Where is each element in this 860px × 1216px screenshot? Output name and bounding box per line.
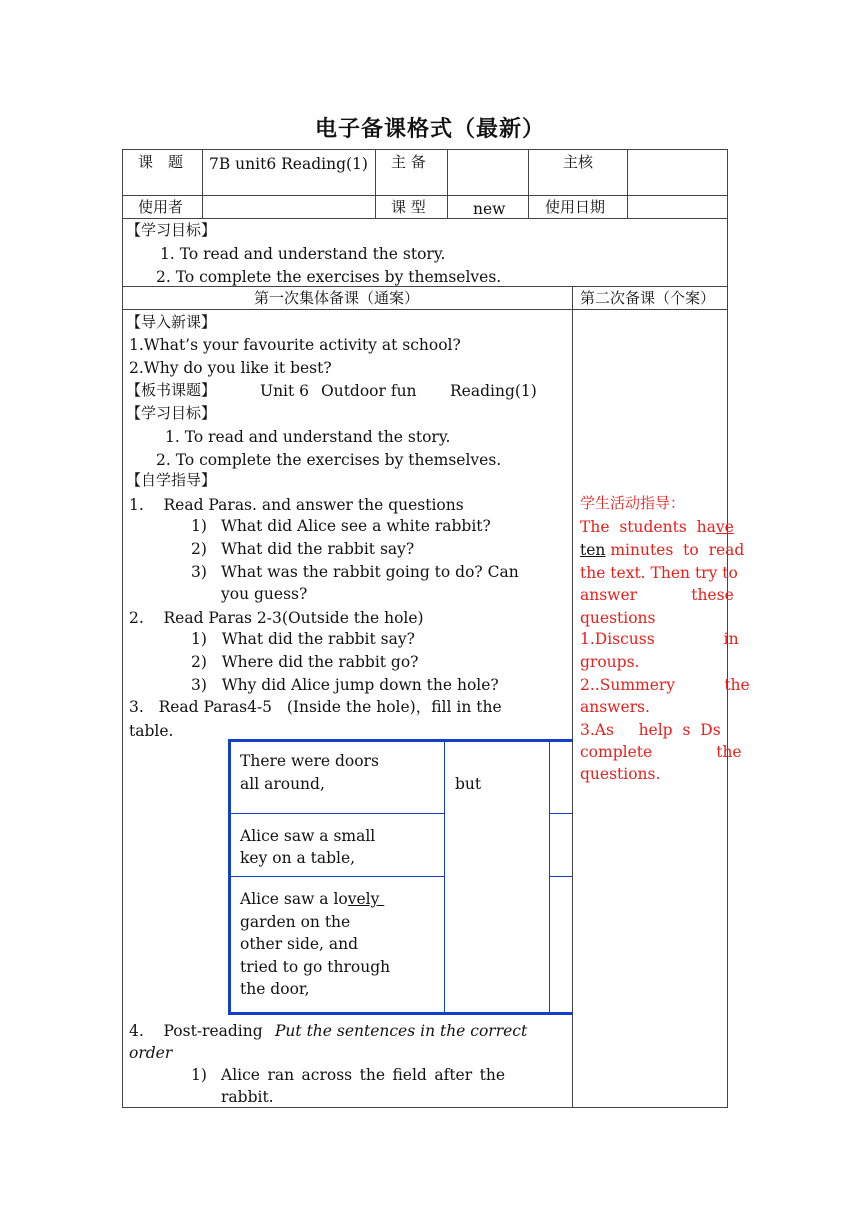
task1-q1: What did Alice see a white rabbit? (221, 517, 491, 535)
side-line-5: questions (580, 609, 656, 627)
page-title: 电子备课格式（最新） (314, 117, 545, 142)
task-3-line1: 3. Read Paras4-5 (Inside the hole)，fill in the (129, 698, 502, 716)
goals-heading: 【学习目标】 (126, 404, 217, 422)
lead-label: 主 备 (391, 153, 426, 171)
task1-q3-num: 3) (191, 563, 207, 581)
board-label: 【板书课题】 (126, 381, 217, 399)
task-1: 1. Read Paras. and answer the questions (129, 496, 464, 514)
task1-q1-num: 1) (191, 517, 207, 535)
task1-q2: What did the rabbit say? (221, 540, 415, 558)
task4-q1-line2: rabbit. (221, 1088, 274, 1106)
side-step-3c: questions. (580, 765, 661, 783)
goals-top-heading: 【学习目标】 (126, 221, 217, 239)
side-step-1a: 1.Discuss in (580, 630, 739, 648)
side-step-2b: answers. (580, 698, 650, 716)
board-unit: Unit 6 (260, 382, 310, 400)
core-label: 主核 (563, 153, 594, 171)
intro-heading: 【导入新课】 (126, 313, 217, 331)
fill-row2-line1: Alice saw a small (240, 827, 376, 845)
task2-q2: 2) Where did the rabbit go? (191, 653, 419, 671)
fill-row3-line3: other side, and (240, 935, 359, 953)
task-2: 2. Read Paras 2-3(Outside the hole) (129, 609, 424, 627)
board-topic: Outdoor fun (321, 382, 417, 400)
intro-question-1: 1.What’s your favourite activity at school? (129, 336, 461, 354)
fill-row3-line5: the door, (240, 980, 310, 998)
topic-value: 7B unit6 Reading(1) (209, 155, 368, 173)
task4-q1-num: 1) (191, 1066, 207, 1084)
task-4-instruction: Put the sentences in the correct (275, 1022, 528, 1040)
fill-row3-line1: Alice saw a lovely (240, 890, 385, 908)
fill-row3-line2: garden on the (240, 913, 351, 931)
topic-label: 课 题 (138, 153, 184, 171)
date-label: 使用日期 (545, 198, 606, 216)
column-second-header: 第二次备课（个案） (580, 289, 716, 307)
task1-q3-line1: What was the rabbit going to do? Can (221, 563, 519, 581)
board-reading: Reading(1) (450, 382, 537, 400)
task-3-line2: table. (129, 722, 174, 740)
goals-top-item-2: 2. To complete the exercises by themselves. (156, 268, 502, 286)
fill-conjunction: but (455, 775, 482, 793)
selfstudy-heading: 【自学指导】 (126, 471, 217, 489)
side-step-1b: groups. (580, 653, 640, 671)
fill-row2-line2: key on a table, (240, 849, 356, 867)
goals-top-item-1: 1. To read and understand the story. (160, 245, 446, 263)
task-4-instruction-2: order (129, 1044, 173, 1062)
type-value: new (473, 200, 506, 218)
user-label: 使用者 (138, 198, 184, 216)
side-step-3b: complete the (580, 743, 742, 761)
task-4-lead: 4. Post-reading (129, 1022, 263, 1040)
type-label: 课 型 (391, 198, 426, 216)
fill-row1-line1: There were doors (240, 752, 379, 770)
task1-q3-line2: you guess? (221, 585, 308, 603)
side-line-2: ten minutes to read (580, 541, 745, 559)
fill-row3-line4: tried to go through (240, 958, 391, 976)
side-line-4: answer these (580, 586, 734, 604)
intro-question-2: 2.Why do you like it best? (129, 359, 332, 377)
task1-q2-num: 2) (191, 540, 207, 558)
side-heading: 学生活动指导： (580, 494, 686, 512)
side-line-1: The students have (580, 518, 734, 536)
fill-row1-line2: all around, (240, 775, 325, 793)
task2-q3: 3) Why did Alice jump down the hole? (191, 676, 499, 694)
side-step-2a: 2..Summery the (580, 676, 750, 694)
task4-q1-line1: Alice ran across the field after the (221, 1066, 505, 1084)
task2-q1: 1) What did the rabbit say? (191, 630, 415, 648)
goal-1: 1. To read and understand the story. (165, 428, 451, 446)
goal-2: 2. To complete the exercises by themselves. (156, 451, 502, 469)
column-first-header: 第一次集体备课（通案） (254, 289, 420, 307)
side-step-3a: 3.As help s Ds (580, 721, 721, 739)
side-line-3: the text. Then try to (580, 564, 738, 582)
